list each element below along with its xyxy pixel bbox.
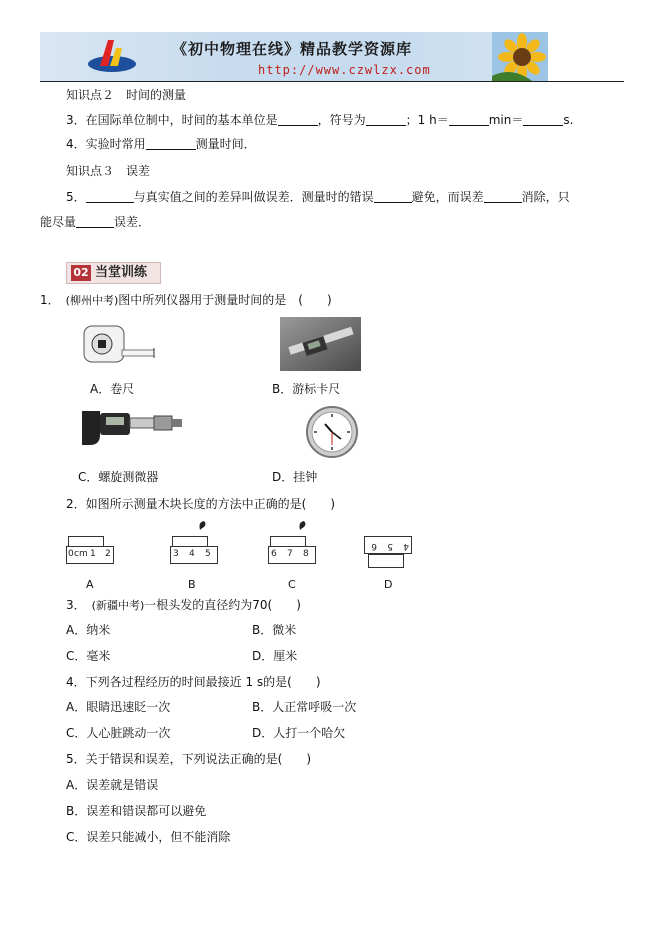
q1-option-a: A．卷尺 (90, 382, 135, 396)
ruler: 4 5 6 (364, 536, 412, 554)
q3-option-d: D．厘米 (252, 649, 298, 663)
q5-option-b: B．误差和错误都可以避免 (66, 804, 207, 818)
header-rule (40, 81, 624, 82)
eye-icon (298, 520, 308, 532)
fig-label-a: A (86, 578, 94, 591)
question-3-stem: 3． (新疆中考)一根头发的直径约为70( ) (66, 598, 301, 612)
fig-label-b: B (188, 578, 196, 591)
question-k5-line2: 能尽量 误差． (40, 215, 151, 229)
fig-label-d: D (384, 578, 393, 591)
vernier-caliper-image (280, 317, 361, 371)
q1-option-b: B．游标卡尺 (272, 382, 341, 396)
q3-option-a: A．纳米 (66, 623, 111, 637)
ruler-figure-d (362, 536, 414, 576)
wood-block (368, 554, 404, 568)
q1-option-d: D．挂钟 (272, 470, 318, 484)
question-5-stem: 5．关于错误和误差，下列说法正确的是( ) (66, 752, 312, 766)
ruler: 3 4 5 (170, 546, 218, 564)
tape-measure-image (78, 320, 158, 370)
section-number: 02 (71, 265, 91, 281)
wall-clock-image (305, 405, 359, 459)
ruler-figure-b (168, 520, 218, 576)
question-k5-line1: 5． 与真实值之间的差异叫做误差．测量时的错误 避免，而误差 消除，只 (66, 190, 570, 204)
q5-option-a: A．误差就是错误 (66, 778, 159, 792)
banner-url: http://www.czwlzx.com (258, 63, 431, 77)
question-k4: 4．实验时常用 测量时间． (66, 137, 256, 151)
q3-option-c: C．毫米 (66, 649, 111, 663)
q4-option-b: B．人正常呼吸一次 (252, 700, 357, 714)
eye-icon (198, 520, 208, 532)
ruler: 0 cm 1 2 (66, 546, 114, 564)
q3-option-b: B．微米 (252, 623, 297, 637)
header-banner (40, 32, 548, 81)
q4-option-a: A．眼睛迅速眨一次 (66, 700, 171, 714)
ruler-figure-a (66, 536, 114, 576)
q5-option-c: C．误差只能减小，但不能消除 (66, 830, 231, 844)
section-title: 当堂训练 (95, 265, 148, 280)
q4-option-c: C．人心脏跳动一次 (66, 726, 171, 740)
sunflower-icon (492, 32, 548, 81)
logo-icon (86, 36, 138, 76)
micrometer-image (78, 405, 186, 449)
question-k3: 3．在国际单位制中，时间的基本单位是 ，符号为 ；1 h＝ min＝ s. (66, 113, 574, 127)
question-4-stem: 4．下列各过程经历的时间最接近 1 s的是( ) (66, 675, 321, 689)
question-2-stem: 2．如图所示测量木块长度的方法中正确的是( ) (66, 497, 336, 511)
knowledge-heading-3: 知识点３ 误差 (66, 164, 151, 178)
section-badge (66, 262, 161, 284)
fig-label-c: C (288, 578, 296, 591)
q1-option-c: C．螺旋测微器 (78, 470, 159, 484)
ruler: 6 7 8 (268, 546, 316, 564)
banner-title: 《初中物理在线》精品教学资源库 (172, 40, 413, 58)
q4-option-d: D．人打一个哈欠 (252, 726, 346, 740)
question-1-stem: 1． (柳州中考)图中所列仪器用于测量时间的是 ( ) (40, 293, 332, 307)
ruler-figure-c (266, 520, 316, 576)
knowledge-heading-2: 知识点２ 时间的测量 (66, 88, 187, 102)
